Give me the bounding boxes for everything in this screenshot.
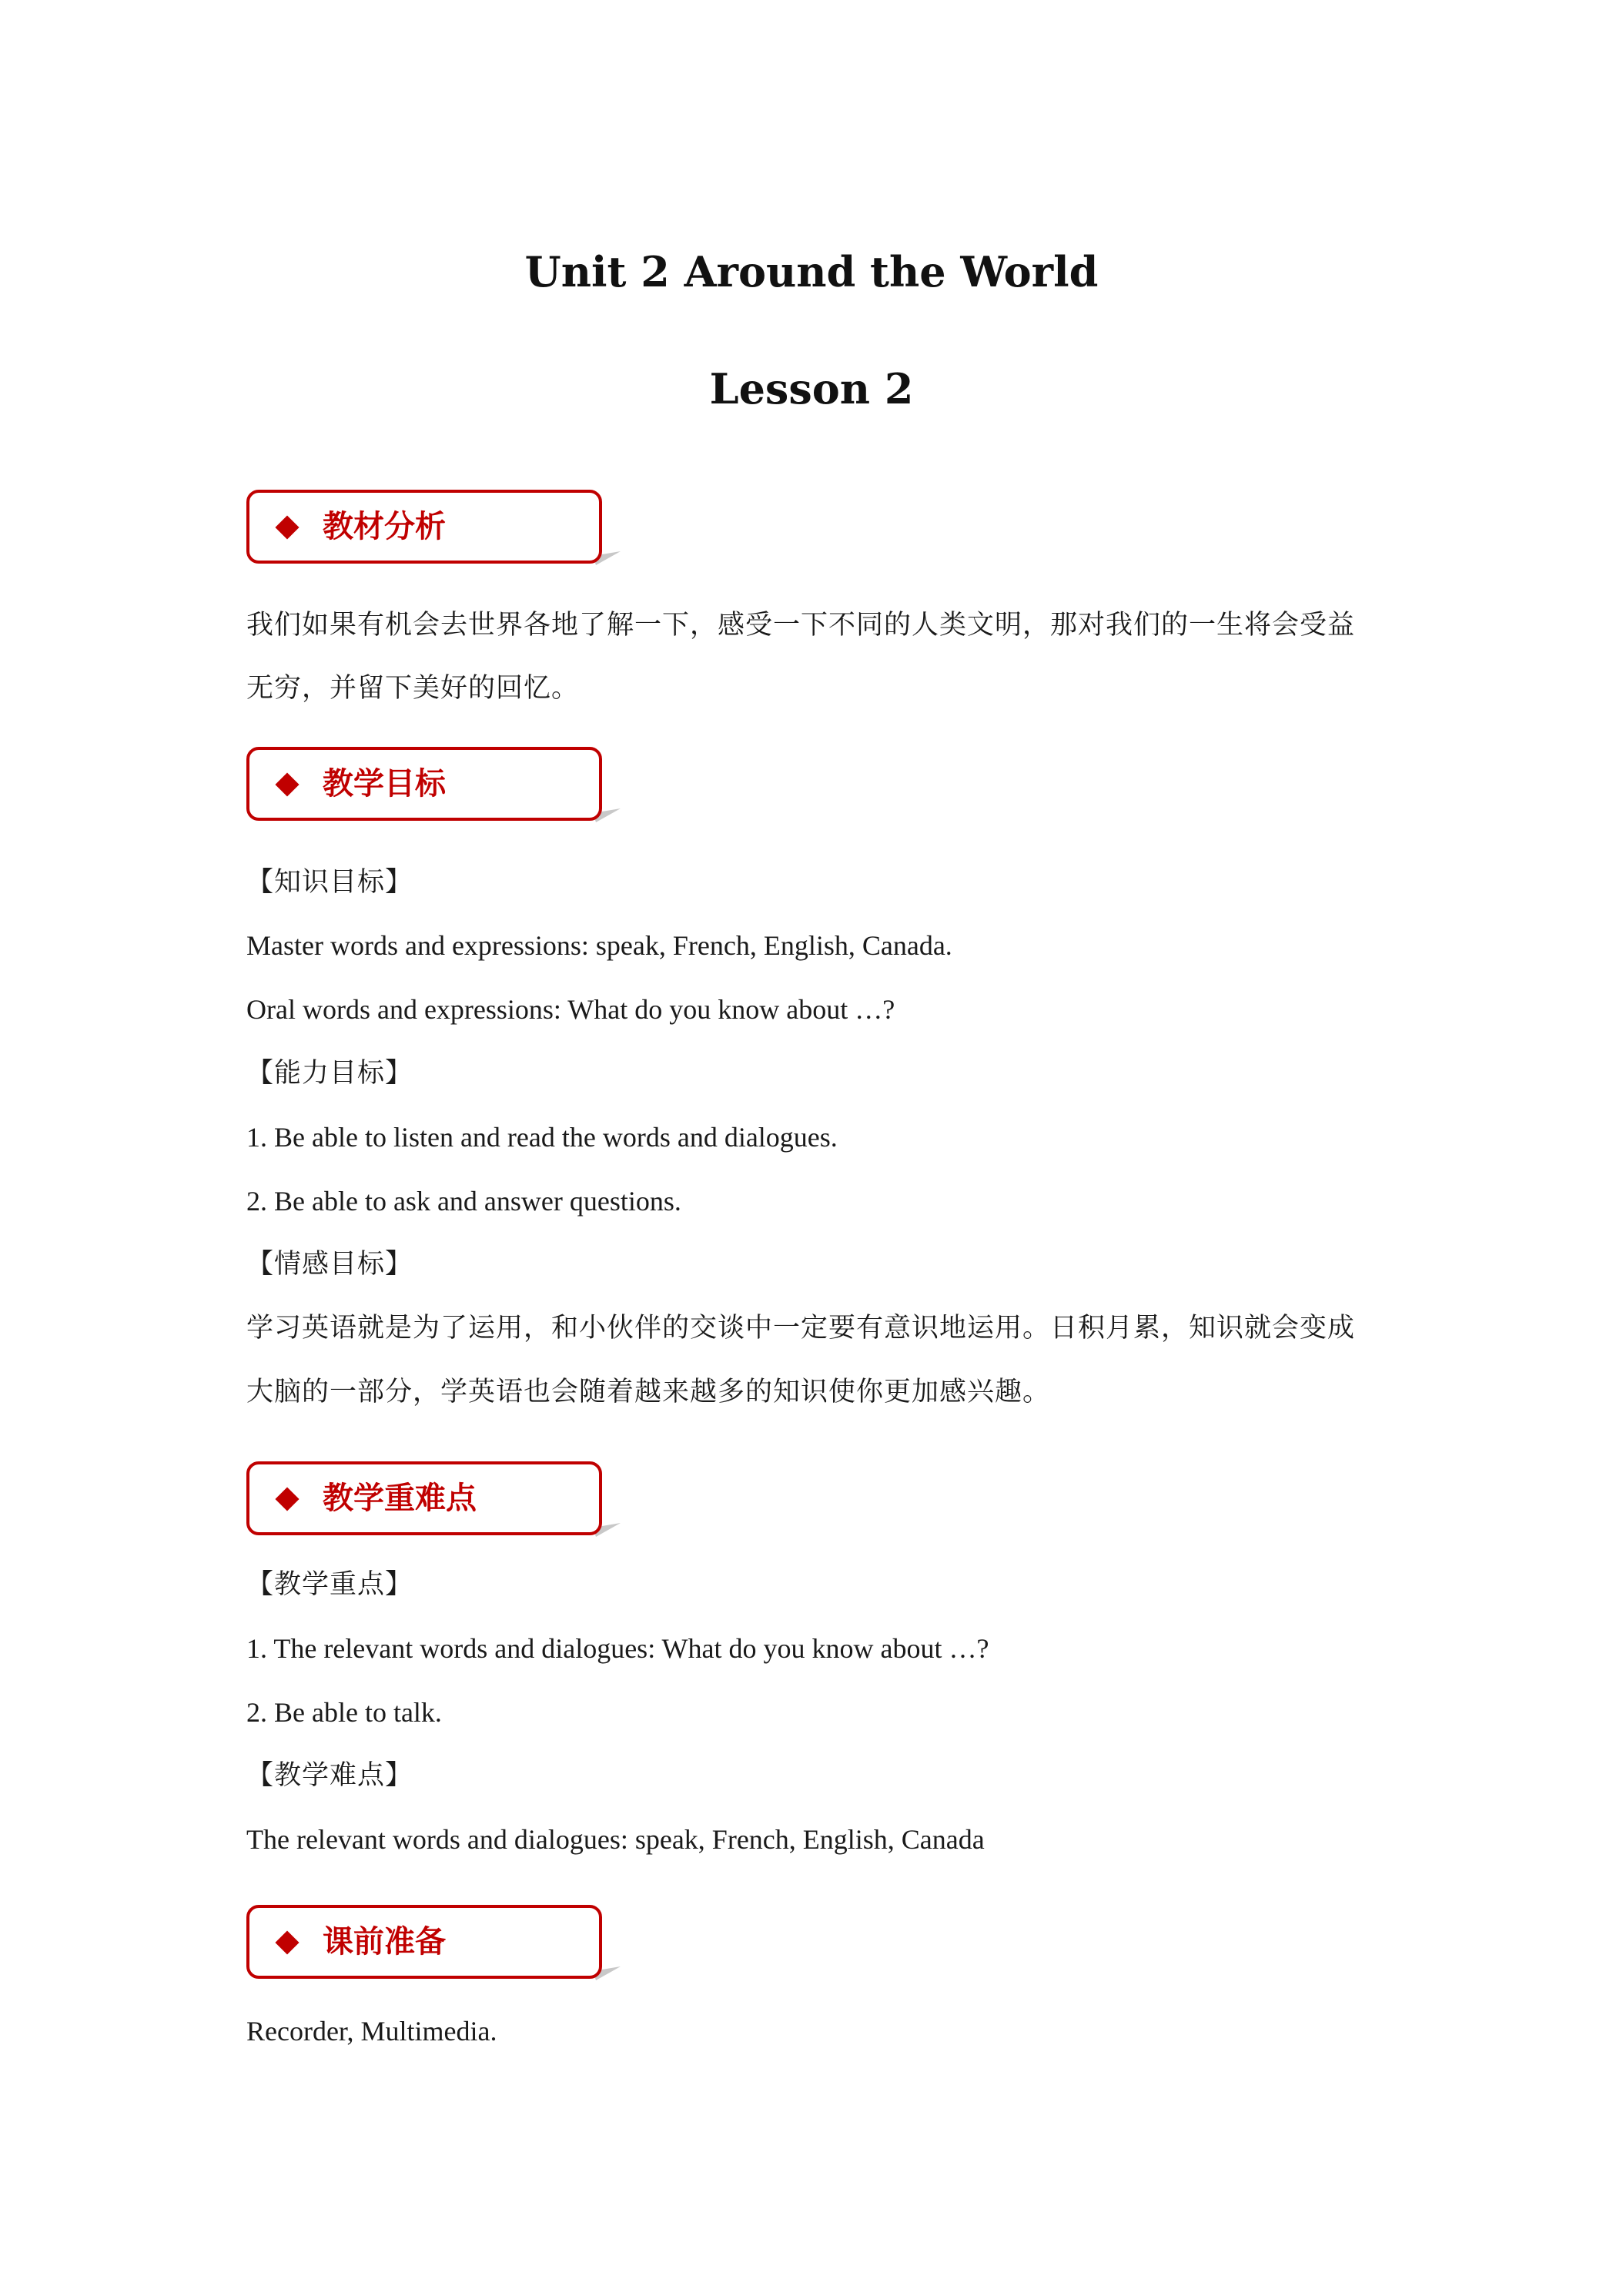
section-header-objectives [246,747,605,825]
section-heading: 教学目标 [323,766,446,802]
ability-line-1: 1. Be able to listen and read the words and dialogues. [246,1122,838,1153]
section-box [246,1461,602,1535]
document-title: Unit 2 Around the World [524,247,1099,296]
knowledge-label: 【知识目标】 [246,867,413,898]
section-header-key-points [246,1461,605,1540]
section-heading: 教学重难点 [323,1481,477,1516]
knowledge-line-1: Master words and expressions: speak, French, English, Canada. [246,930,952,961]
emotion-label: 【情感目标】 [246,1249,413,1280]
knowledge-line-2: Oral words and expressions: What do you know about …? [246,994,895,1025]
section-header-preparation [246,1905,605,1983]
diamond-icon [275,515,299,539]
focus-line-1: 1. The relevant words and dialogues: What do you know about …? [246,1633,989,1664]
analysis-line-2: 无穷，并留下美好的回忆。 [246,673,580,704]
diamond-icon [275,1487,299,1511]
section-box [246,490,602,564]
ability-line-2: 2. Be able to ask and answer questions. [246,1186,681,1217]
section-box [246,747,602,821]
section-header-analysis [246,490,605,568]
diamond-icon [275,1930,299,1954]
difficulty-line-1: The relevant words and dialogues: speak, French, English, Canada [246,1824,985,1855]
focus-line-2: 2. Be able to talk. [246,1697,442,1728]
section-heading: 课前准备 [323,1924,446,1960]
difficulty-label: 【教学难点】 [246,1760,413,1791]
diamond-icon [275,772,299,796]
emotion-line-2: 大脑的一部分，学英语也会随着越来越多的知识使你更加感兴趣。 [246,1377,1051,1407]
section-box [246,1905,602,1979]
section-heading: 教材分析 [323,509,446,544]
document-subtitle: Lesson 2 [709,364,914,413]
ability-label: 【能力目标】 [246,1058,413,1089]
focus-label: 【教学重点】 [246,1569,413,1600]
preparation-line-1: Recorder, Multimedia. [246,2016,497,2047]
analysis-line-1: 我们如果有机会去世界各地了解一下，感受一下不同的人类文明，那对我们的一生将会受益 [246,610,1356,641]
emotion-line-1: 学习英语就是为了运用，和小伙伴的交谈中一定要有意识地运用。日积月累，知识就会变成 [246,1313,1356,1344]
